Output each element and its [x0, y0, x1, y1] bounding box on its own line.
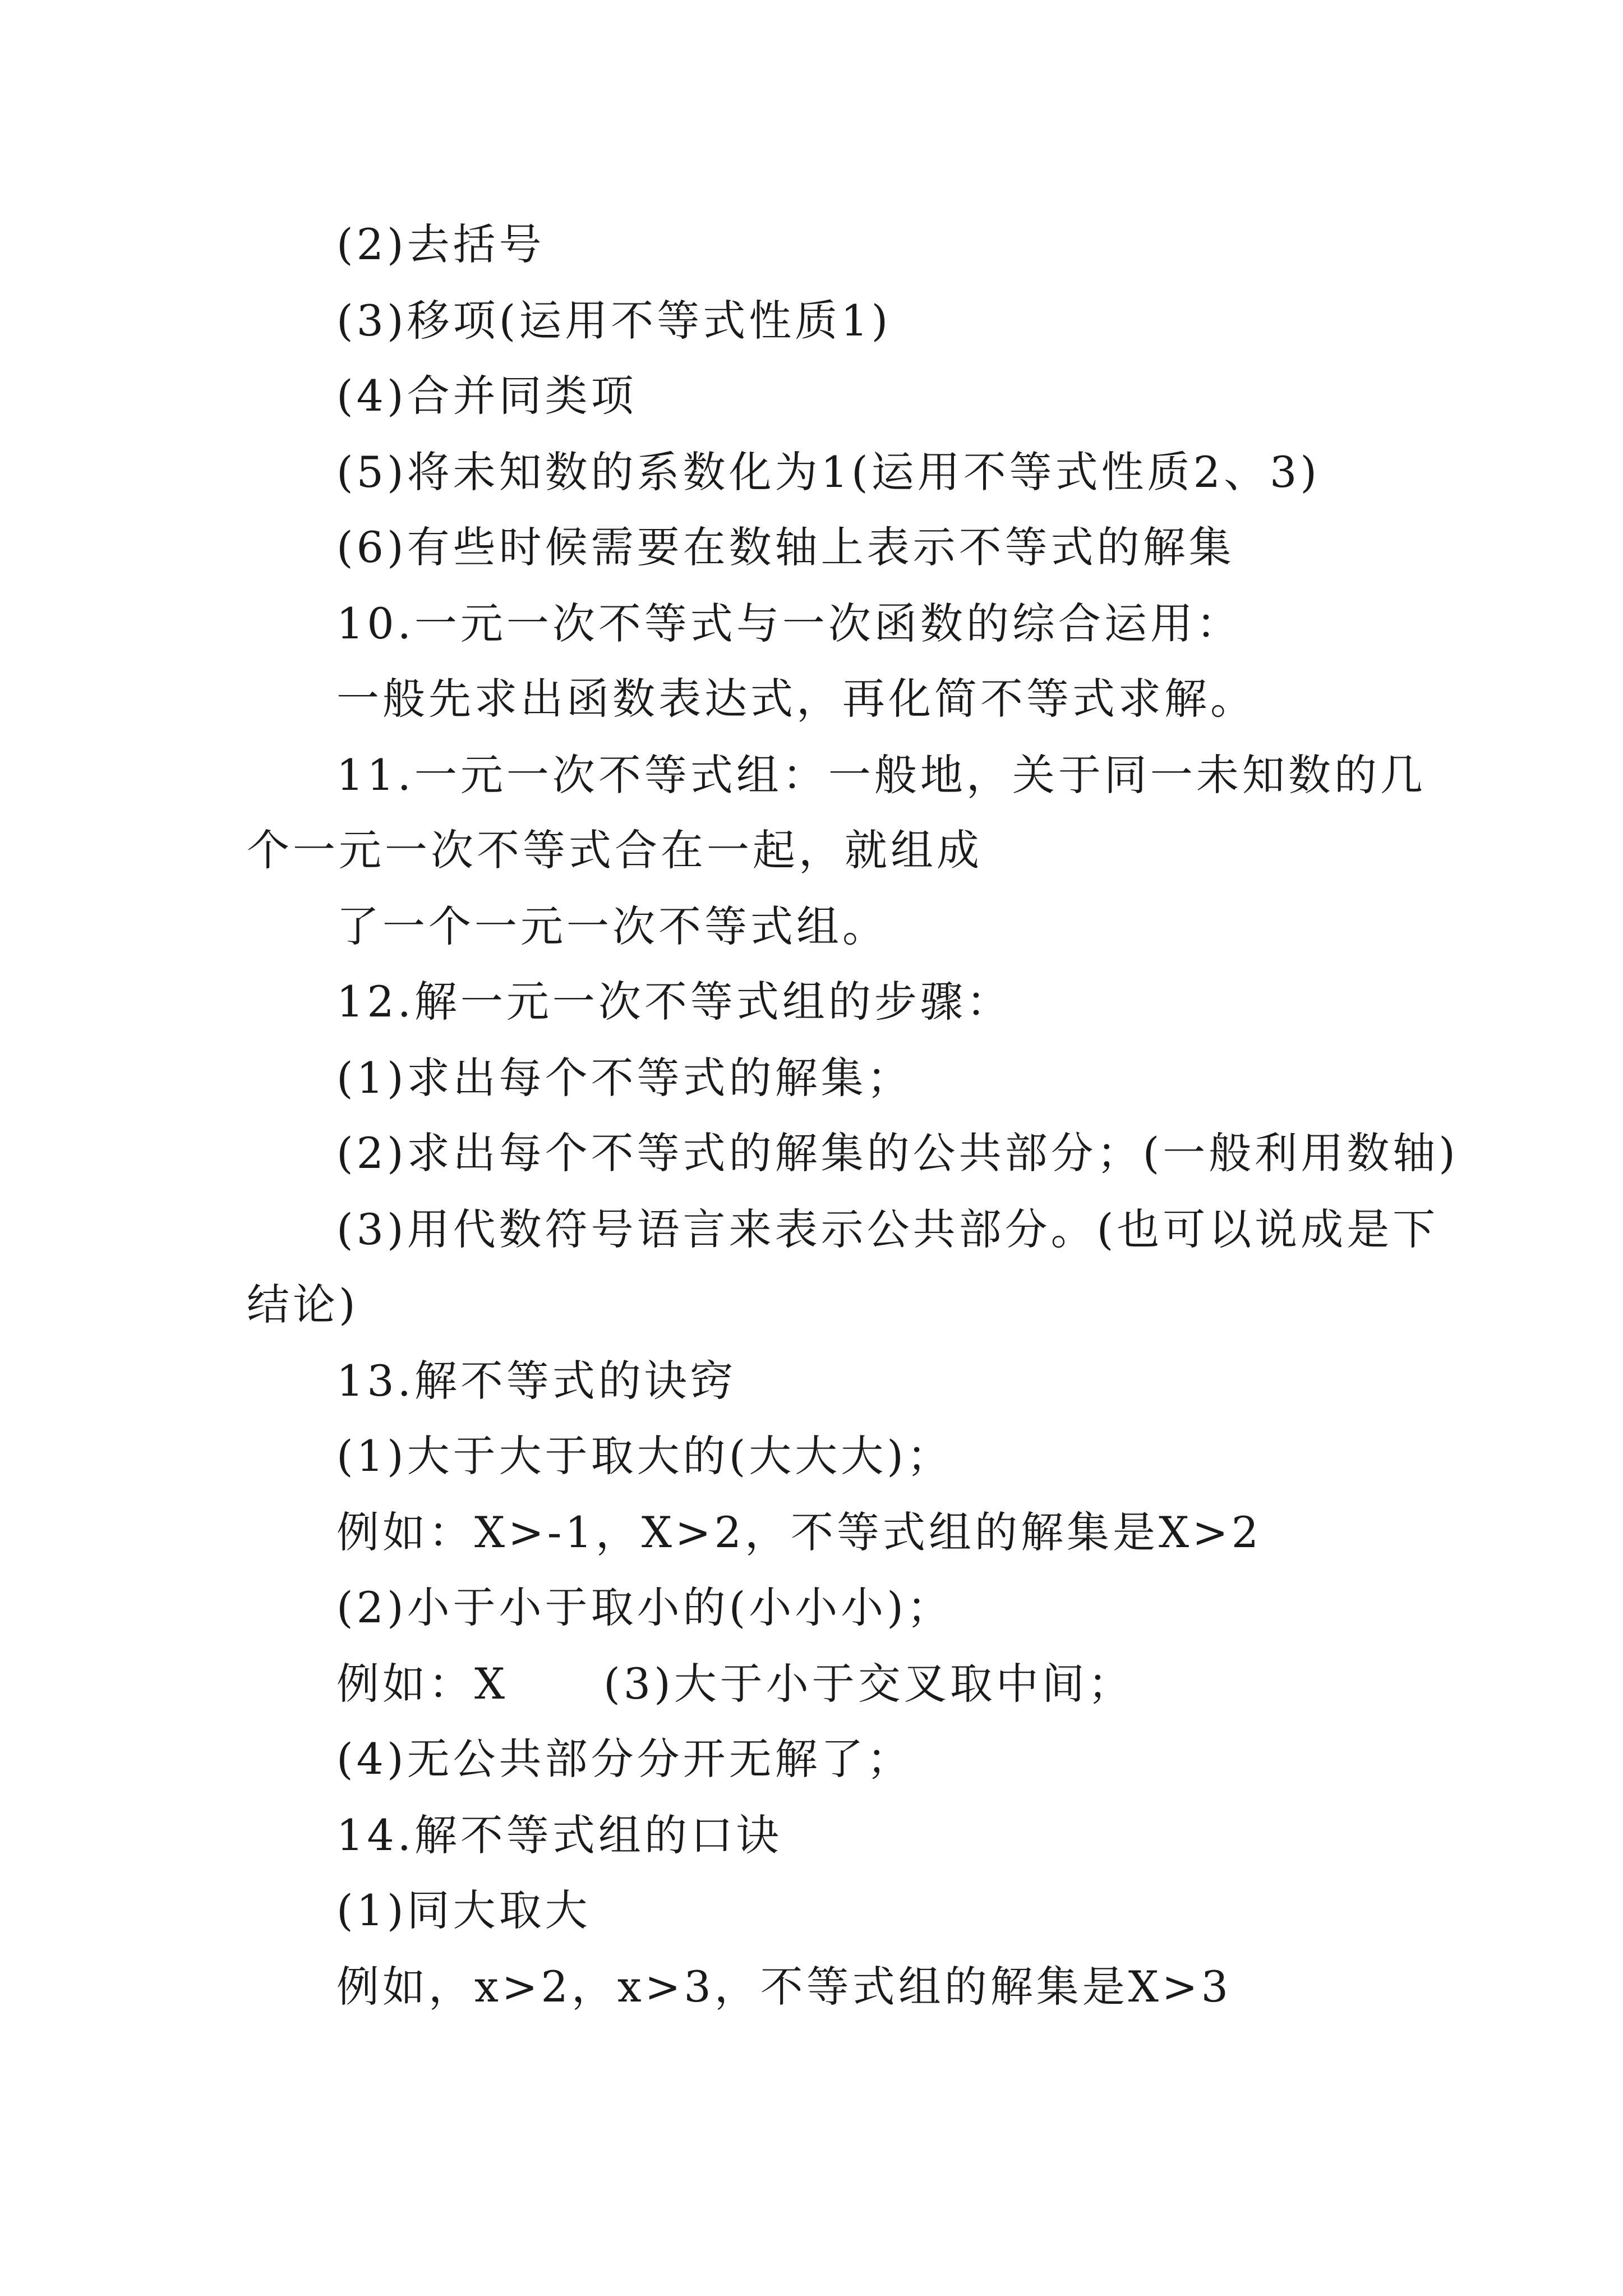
text-line: (1)求出每个不等式的解集； — [336, 1053, 913, 1103]
text-line: (3)移项(运用不等式性质1) — [336, 296, 892, 346]
text-line: 例如，x>2，x>3，不等式组的解集是X>3 — [336, 1962, 1232, 2012]
text-line: 14.解不等式组的口诀 — [336, 1810, 782, 1860]
text-line: 12.解一元一次不等式组的步骤： — [336, 977, 1012, 1027]
text-line: 结论) — [247, 1280, 359, 1329]
text-fragment: (3)大于小于交叉取中间； — [603, 1659, 1134, 1709]
text-line: 例如：X>-1，X>2，不等式组的解集是X>2 — [336, 1507, 1262, 1557]
text-line: 13.解不等式的诀窍 — [336, 1356, 736, 1406]
text-line-pair — [336, 1659, 1134, 1709]
text-line: (2)去括号 — [336, 219, 545, 269]
text-line: 一般先求出函数表达式，再化简不等式求解。 — [336, 674, 1256, 724]
text-line: (5)将未知数的系数化为1(运用不等式性质2、3) — [336, 447, 1321, 497]
text-line: 了一个一元一次不等式组。 — [336, 901, 888, 951]
text-line: (6)有些时候需要在数轴上表示不等式的解集 — [336, 522, 1235, 572]
text-line: (2)求出每个不等式的解集的公共部分；(一般利用数轴) — [336, 1128, 1459, 1178]
text-line: 11.一元一次不等式组：一般地，关于同一未知数的几 — [336, 750, 1426, 800]
text-line: (3)用代数符号语言来表示公共部分。(也可以说成是下 — [336, 1204, 1439, 1254]
text-fragment: 例如：X — [336, 1659, 509, 1709]
text-line: (1)大于大于取大的(大大大)； — [336, 1431, 953, 1481]
text-line: (2)小于小于取小的(小小小)； — [336, 1582, 953, 1632]
text-line: (4)无公共部分分开无解了； — [336, 1734, 913, 1784]
text-line: 个一元一次不等式合在一起，就组成 — [247, 825, 983, 875]
text-line: (4)合并同类项 — [336, 371, 637, 421]
text-line: (1)同大取大 — [336, 1885, 591, 1935]
text-line: 10.一元一次不等式与一次函数的综合运用： — [336, 599, 1242, 648]
